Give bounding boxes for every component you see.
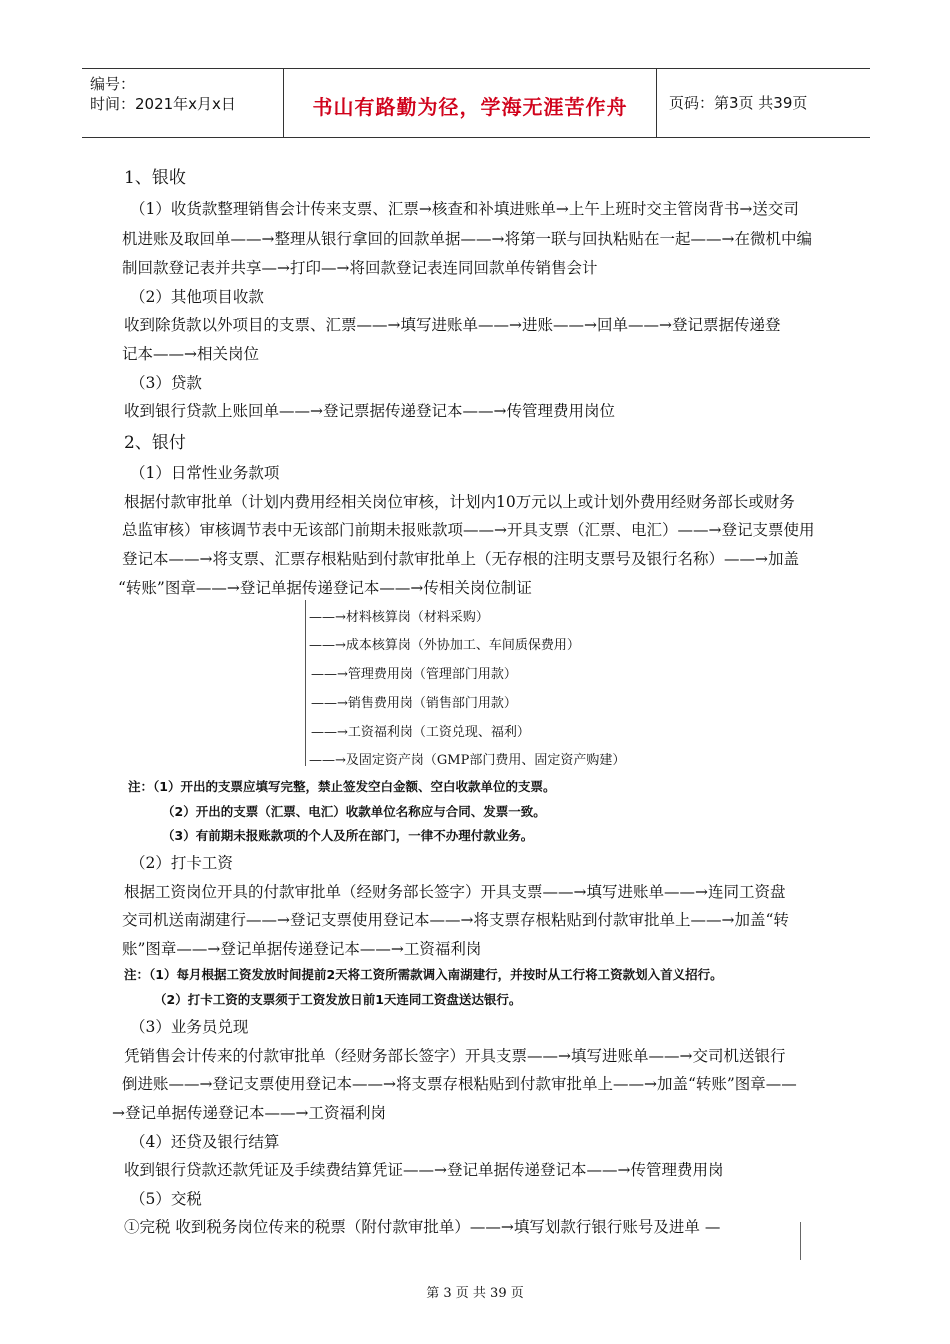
branch-connector-line	[305, 600, 306, 766]
subsection-heading: （3）贷款	[130, 374, 202, 392]
header-motto-cell	[283, 69, 657, 137]
paragraph-line: 记本——→相关岗位	[122, 345, 259, 363]
page-footer	[0, 1282, 950, 1301]
branch-item: ——→工资福利岗（工资兑现、福利）	[311, 725, 530, 740]
section-heading: 1、银收	[124, 168, 186, 188]
subsection-heading: （3）业务员兑现	[130, 1018, 249, 1036]
paragraph-line: →登记单据传递登记本——→工资福利岗	[112, 1104, 386, 1122]
document-date: 时间：2021年x月x日	[90, 95, 236, 113]
paragraph-line: 收到银行贷款还款凭证及手续费结算凭证——→登记单据传递登记本——→传管理费用岗	[124, 1161, 724, 1179]
header-page-code: 页码：第3页 共39页	[669, 94, 808, 112]
subsection-heading: （1）日常性业务款项	[130, 464, 280, 482]
note-line: 注：（1）每月根据工资发放时间提前2天将工资所需款调入南湖建行，并按时从工行将工资款划入首义招行。	[124, 967, 723, 982]
note-line: （2）开出的支票（汇票、电汇）收款单位名称应与合同、发票一致。	[162, 804, 546, 819]
paragraph-line: 倒进账——→登记支票使用登记本——→将支票存根粘贴到付款审批单上——→加盖“转账”图章——	[122, 1075, 797, 1093]
branch-item: ——→管理费用岗（管理部门用款）	[311, 667, 517, 682]
subsection-heading: （2）打卡工资	[130, 854, 233, 872]
paragraph-line: 收到除货款以外项目的支票、汇票——→填写进账单——→进账——→回单——→登记票据传递登	[124, 316, 781, 334]
paragraph-line: 账”图章——→登记单据传递登记本——→工资福利岗	[122, 940, 482, 958]
branch-item: ——→销售费用岗（销售部门用款）	[311, 696, 517, 711]
paragraph-line: 交司机送南湖建行——→登记支票使用登记本——→将支票存根粘贴到付款审批单上——→加盖“转	[122, 911, 789, 929]
document-number-label: 编号：	[90, 75, 136, 93]
section-heading: 2、银付	[124, 433, 186, 453]
header-page-cell	[657, 69, 870, 137]
branch-item: ——→材料核算岗（材料采购）	[309, 610, 489, 625]
paragraph-line: 登记本——→将支票、汇票存根粘贴到付款审批单上（无存根的注明支票号及银行名称）——→加盖	[122, 550, 799, 568]
paragraph-line: （1）收货款整理销售会计传来支票、汇票→核查和补填进账单→上午上班时交主管岗背书→送交司	[130, 200, 799, 218]
note-line: （2）打卡工资的支票须于工资发放日前1天连同工资盘送达银行。	[154, 992, 522, 1007]
note-line: （3）有前期未报账款项的个人及所在部门，一律不办理付款业务。	[162, 828, 534, 843]
paragraph-line: 根据工资岗位开具的付款审批单（经财务部长签字）开具支票——→填写进账单——→连同工资盘	[124, 883, 786, 901]
paragraph-line: ①完税 收到税务岗位传来的税票（附付款审批单）——→填写划款行银行账号及进单 —	[124, 1218, 721, 1236]
subsection-heading: （4）还贷及银行结算	[130, 1133, 280, 1151]
branch-item: ——→及固定资产岗（GMP部门费用、固定资产购建）	[309, 753, 626, 768]
note-line: 注：（1）开出的支票应填写完整，禁止签发空白金额、空白收款单位的支票。	[128, 779, 556, 794]
paragraph-line: 收到银行贷款上账回单——→登记票据传递登记本——→传管理费用岗位	[124, 402, 615, 420]
header-motto: 书山有路勤为径，学海无涯苦作舟	[312, 95, 628, 119]
header-info-cell	[82, 69, 282, 137]
paragraph-line: “转账”图章——→登记单据传递登记本——→传相关岗位制证	[118, 579, 532, 597]
continuation-mark	[800, 1222, 801, 1260]
branch-item: ——→成本核算岗（外协加工、车间质保费用）	[309, 638, 580, 653]
footer-page-number: 第 3 页 共 39 页	[426, 1286, 524, 1301]
paragraph-line: 根据付款审批单（计划内费用经相关岗位审核，计划内10万元以上或计划外费用经财务部长或财务	[124, 493, 795, 511]
paragraph-line: 总监审核）审核调节表中无该部门前期未报账款项——→开具支票（汇票、电汇）——→登记支票使用	[122, 521, 815, 539]
paragraph-line: 凭销售会计传来的付款审批单（经财务部长签字）开具支票——→填写进账单——→交司机送银行	[124, 1047, 786, 1065]
page-header	[82, 68, 870, 138]
paragraph-line: 机进账及取回单——→整理从银行拿回的回款单据——→将第一联与回执粘贴在一起——→在微机中编	[122, 230, 812, 248]
subsection-heading: （2）其他项目收款	[130, 288, 264, 306]
subsection-heading: （5）交税	[130, 1190, 202, 1208]
paragraph-line: 制回款登记表并共享—→打印—→将回款登记表连同回款单传销售会计	[122, 259, 598, 277]
